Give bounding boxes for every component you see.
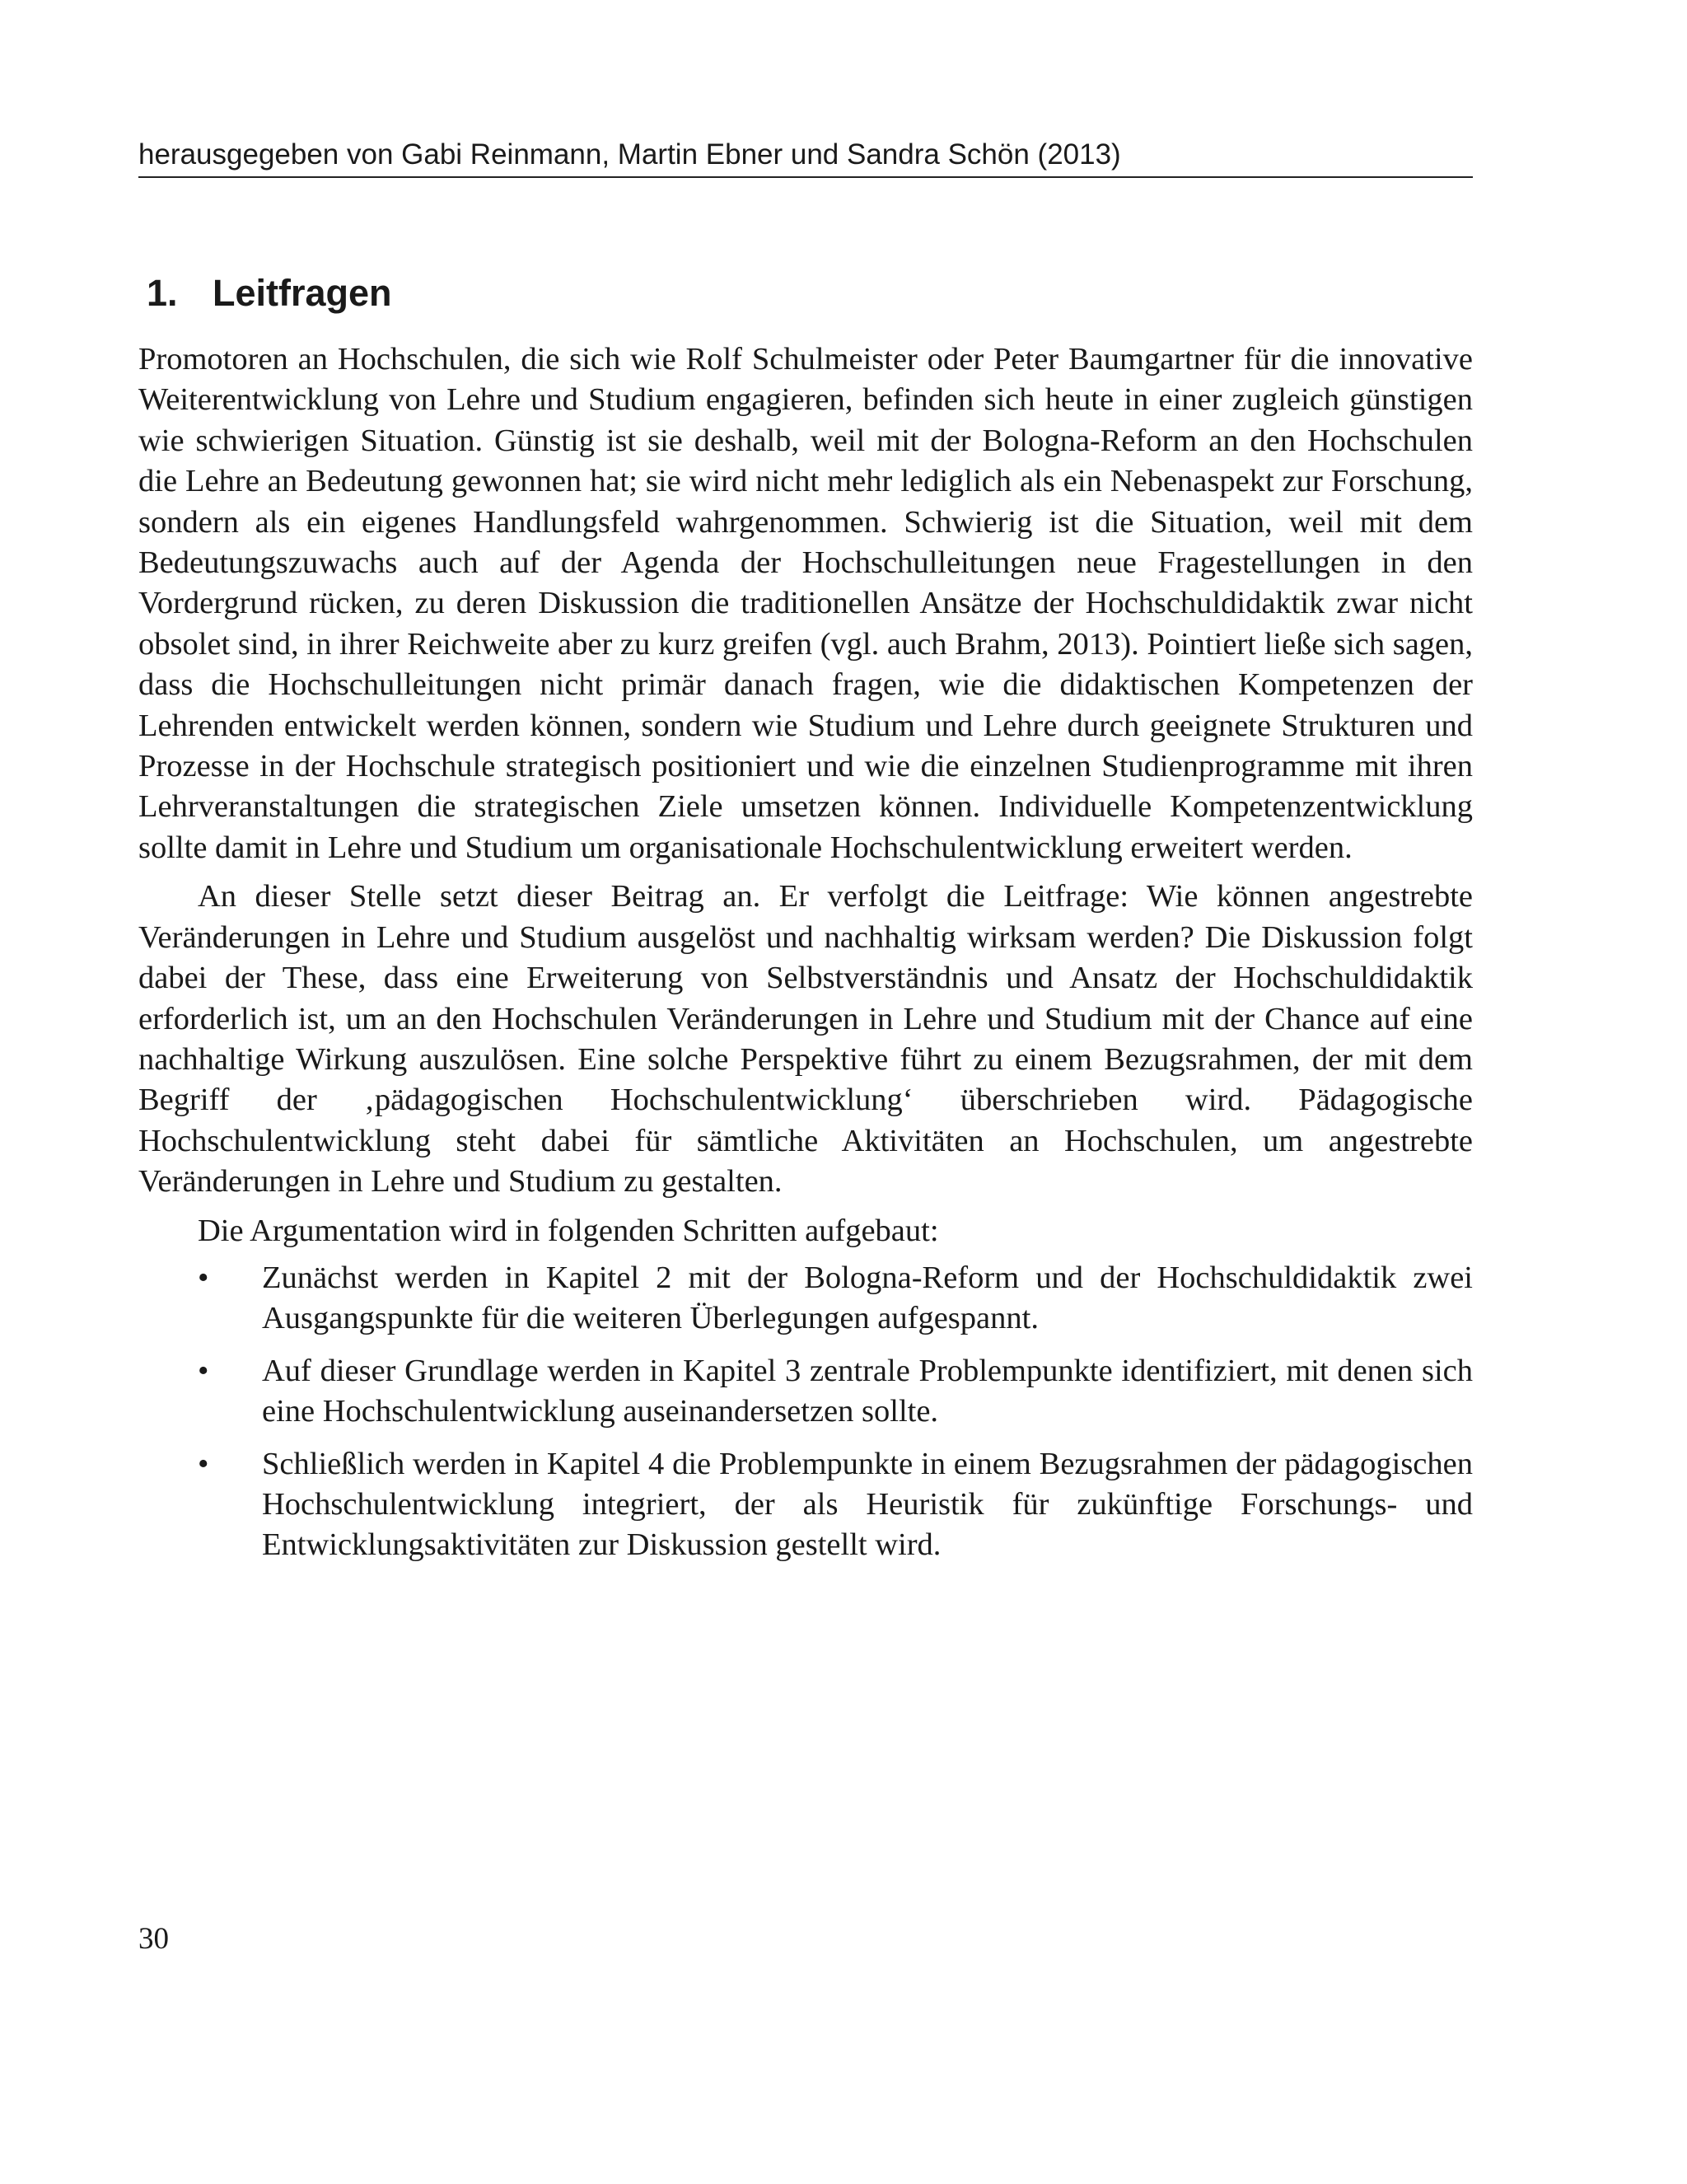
- bullet-icon: •: [198, 1353, 209, 1388]
- list-item: [138, 1258, 1473, 1340]
- bullet-list: [138, 1258, 1473, 1566]
- paragraph-1: Promotoren an Hochschulen, die sich wie Rolf Schulmeister oder Peter Baumgartner für die innovative Weiterentwicklung von Lehre und Studium engagieren, befinden sich heute in einer zugleich günstigen wie schwierigen Situation. Günstig ist sie deshalb, weil mit der Bologna-Reform an den Hochschulen die Lehre an Bedeutung gewonnen hat; sie wird nicht mehr lediglich als ein Nebenaspekt zur Forschung, sondern als ein eigenes Handlungsfeld wahrgenommen. Schwierig ist die Situation, weil mit dem Bedeutungszuwachs auch auf der Agenda der Hochschulleitungen neue Fragestellungen in den Vordergrund rücken, zu deren Diskussion die traditionellen Ansätze der Hochschuldidaktik zwar nicht obsolet sind, in ihrer Reichweite aber zu kurz greifen (vgl. auch Brahm, 2013). Pointiert ließe sich sagen, dass die Hochschulleitungen nicht primär danach fragen, wie die didaktischen Kompetenzen der Lehrenden entwickelt werden können, sondern wie Studium und Lehre durch geeignete Strukturen und Prozesse in der Hochschule strategisch positioniert und wie die einzelnen Studienprogramme mit ihren Lehrveranstaltungen die strategischen Ziele umsetzen können. Individuelle Kompetenzentwicklung sollte damit in Lehre und Studium um organisationale Hochschulentwicklung erweitert werden.: [138, 342, 1473, 865]
- list-item: [138, 1444, 1473, 1566]
- section-title: Leitfragen: [213, 272, 392, 314]
- list-item-text: Schließlich werden in Kapitel 4 die Problempunkte in einem Bezugsrahmen der pädagogischen Hochschulentwicklung integriert, der als Heuristik für zukünftige Forschungs- und Entwicklungsaktivitäten zur Diskussion gestellt wird.: [262, 1446, 1473, 1563]
- bullet-icon: •: [198, 1446, 209, 1481]
- section-number: 1.: [147, 272, 178, 314]
- bullet-icon: •: [198, 1260, 209, 1295]
- page-number: 30: [138, 1922, 169, 1956]
- list-item: [138, 1351, 1473, 1433]
- list-item-text: Zunächst werden in Kapitel 2 mit der Bologna-Reform und der Hochschuldidaktik zwei Ausgangspunkte für die weiteren Überlegungen aufgespannt.: [262, 1260, 1473, 1336]
- paragraph-2: An dieser Stelle setzt dieser Beitrag an. Er verfolgt die Leitfrage: Wie können angestrebte Veränderungen in Lehre und Studium ausgelöst und nachhaltig wirksam werden? Die Diskussion folgt dabei der These, dass eine Erweiterung von Selbstverständnis und Ansatz der Hochschuldidaktik erforderlich ist, um an den Hochschulen Veränderungen in Lehre und Studium mit der Chance auf eine nachhaltige Wirkung auszulösen. Eine solche Perspektive führt zu einem Bezugsrahmen, der mit dem Begriff der ‚pädagogischen Hochschulentwicklung‘ überschrieben wird. Pädagogische Hochschulentwicklung steht dabei für sämtliche Aktivitäten an Hochschulen, um angestrebte Veränderungen in Lehre und Studium zu gestalten.: [138, 879, 1473, 1200]
- running-header: herausgegeben von Gabi Reinmann, Martin Ebner und Sandra Schön (2013): [138, 135, 1473, 178]
- section-heading: [147, 270, 392, 316]
- body-text: [138, 339, 1473, 1566]
- list-item-text: Auf dieser Grundlage werden in Kapitel 3 zentrale Problempunkte identifiziert, mit denen sich eine Hochschulentwicklung auseinandersetzen sollte.: [262, 1353, 1473, 1429]
- paragraph-3: Die Argumentation wird in folgenden Schritten aufgebaut:: [198, 1213, 939, 1248]
